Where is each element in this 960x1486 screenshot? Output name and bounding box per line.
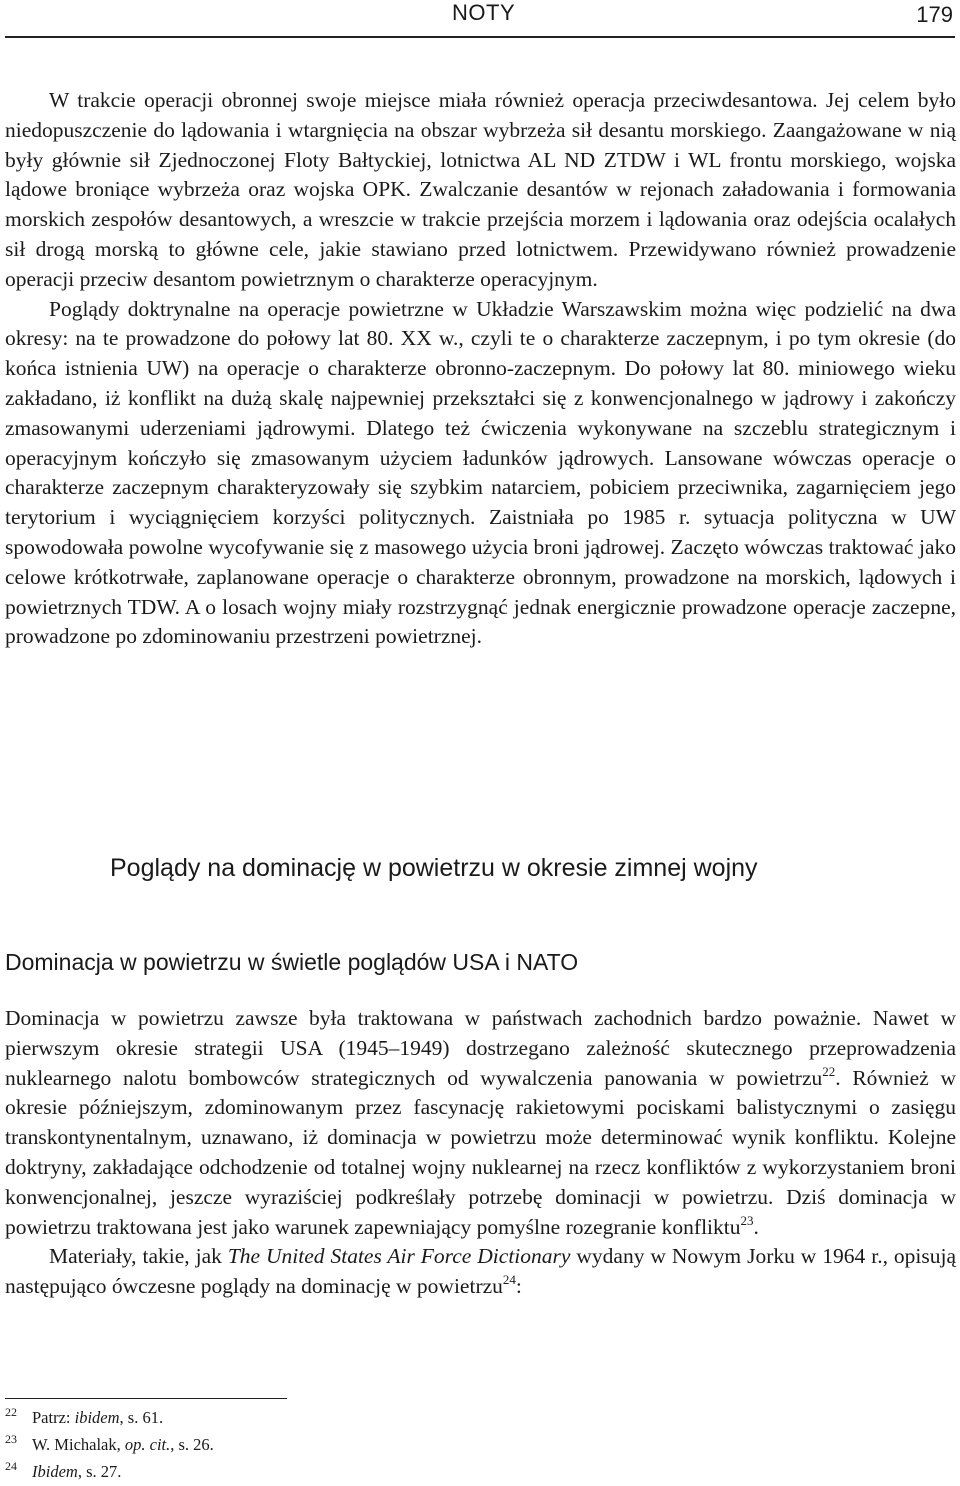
footnote: [5, 1431, 605, 1458]
text-run: .: [753, 1214, 759, 1239]
text-run-italic: op. cit.: [124, 1435, 171, 1454]
text-run: , s. 27.: [77, 1462, 122, 1481]
footnote-ref[interactable]: 22: [822, 1063, 836, 1079]
text-run: Patrz:: [32, 1408, 75, 1427]
section-heading: Poglądy na dominację w powietrzu w okresie zimnej wojny: [110, 854, 758, 882]
footnote-ref[interactable]: 24: [502, 1272, 516, 1288]
text-run: W. Michalak,: [32, 1435, 125, 1454]
paragraph: W trakcie operacji obronnej swoje miejsce miała również operacja przeciwdesantowa. Jej celem było niedopuszczenie do lądowania i wtargnięcia na obszar wybrzeża sił desantu morskiego. Zaangażowane w nią były głównie sił Zjednoczonej Floty Bałtyckiej, lotnictwa AL ND ZTDW i WL frontu morskiego, wojska lądowe broniące wybrzeża oraz wojska OPK. Zwalczanie desantów w rejonach załadowania i formowania morskich zespołów desantowych, a wreszcie w trakcie przejścia morzem i lądowania oraz odejścia ocalałych sił drogą morską to główne cele, jakie stawiano przed lotnictwem. Przewidywano również prowadzenie operacji przeciw desantom powietrznym o charakterze operacyjnym.: [5, 88, 956, 291]
text-run: , s. 26.: [170, 1435, 214, 1454]
running-title: NOTY: [452, 0, 516, 25]
text-run: wydany w Nowym Jorku w 1964 r., opisują następująco ówczesne poglądy na dominację w powietrzu: [5, 1244, 956, 1299]
text-run: :: [515, 1274, 522, 1299]
footnote-number: 24: [5, 1459, 17, 1473]
text-run-italic: Ibidem: [32, 1462, 78, 1481]
running-header: [5, 0, 955, 40]
text-run: Materiały, takie, jak: [49, 1244, 228, 1269]
footnotes: [5, 1404, 605, 1485]
page-number: 179: [916, 2, 953, 27]
footnote-number: 22: [5, 1405, 17, 1419]
book-title: The United States Air Force Dictionary: [227, 1244, 571, 1269]
footnote-number: 23: [5, 1432, 17, 1446]
text-block-1: [5, 86, 956, 652]
header-rule: [5, 36, 955, 38]
paragraph: Poglądy doktrynalne na operacje powietrzne w Układzie Warszawskim można więc podzielić na dwa okresy: na te prowadzone do połowy lat 80. XX w., czyli te o charakterze zaczepnym, i po tym okresie (do końca istnienia UW) na operacje o charakterze obronno-zaczepnym. Do połowy lat 80. miniowego wieku zakładano, iż konflikt na dużą skalę najpewniej przekształci się z konwencjonalnego w jądrowy i zakończy zmasowanymi uderzeniami jądrowymi. Dlatego też ćwiczenia wykonywane na szczeblu strategicznym i operacyjnym kończyło się zmasowanym użyciem ładunków jądrowych. Lansowane wówczas operacje o charakterze zaczepnym charakteryzowały się szybkim natarciem, pobiciem przeciwnika, zagarnięciem jego terytorium i wyciągnięciem korzyści politycznych. Zaistniała po 1985 r. sytuacja polityczna w UW spowodowała powolne wycofywanie się z masowego użycia broni jądrowej. Zaczęto wówczas traktować jako celowe krótkotrwałe, zaplanowane operacje o charakterze obronnym, prowadzone na morskich, lądowych i powietrznych TDW. A o losach wojny miały rozstrzygnąć jednak energicznie prowadzone operacje zaczepne, prowadzone po zdominowaniu przestrzeni powietrznej.: [5, 296, 956, 649]
footnote: [5, 1404, 605, 1431]
text-run-italic: ibidem: [74, 1408, 120, 1427]
footnote-ref[interactable]: 23: [740, 1212, 754, 1228]
footnote: [5, 1458, 605, 1485]
text-block-2: [5, 1004, 956, 1302]
paragraph: [5, 1242, 956, 1302]
footnote-rule: [5, 1398, 287, 1399]
subsection-heading: Dominacja w powietrzu w świetle poglądów USA i NATO: [5, 949, 579, 975]
text-run: Dominacja w powietrzu zawsze była traktowana w państwach zachodnich bardzo poważnie. Nawet w pierwszym okresie strategii USA (1945–1949) dostrzegano zależność skutecznego przeprowadzenia nuklearnego nalotu bombowców strategicznych od wywalczenia panowania w powietrzu: [5, 1006, 956, 1090]
text-run: , s. 61.: [119, 1408, 164, 1427]
text-run: . Również w okresie późniejszym, zdominowanym przez fascynację rakietowymi pociskami balistycznymi o zasięgu transkontynentalnym, uznawano, iż dominacja w powietrzu może determinować wynik konfliktu. Kolejne doktryny, zakładające odchodzenie od totalnej wojny nuklearnej na rzecz konfliktów z wykorzystaniem broni konwencjonalnej, jeszcze wyraziściej podkreślały potrzebę dominacji w powietrzu. Dziś dominacja w powietrzu traktowana jest jako warunek zapewniający pomyślne rozegranie konfliktu: [5, 1065, 956, 1239]
paragraph: [5, 1004, 956, 1242]
